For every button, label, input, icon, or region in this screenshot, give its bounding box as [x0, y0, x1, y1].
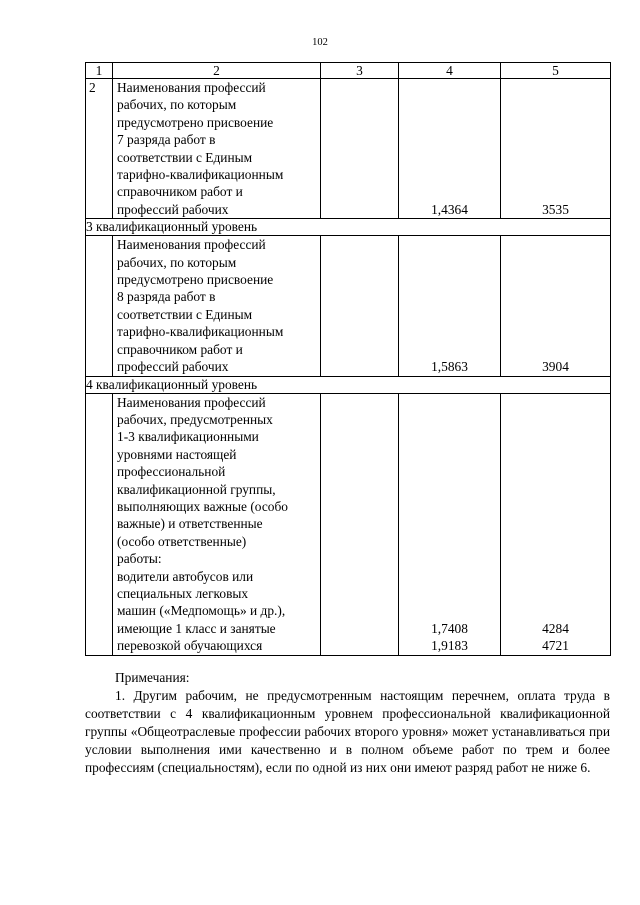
profession-name-cell: Наименования профессий рабочих, по которым предусмотрено присвоение 7 разряда работ в соответствии с Единым тарифно-квалификационным справочником работ и профессий рабочих [113, 79, 321, 219]
profession-name-cell: Наименования профессий рабочих, предусмотренных 1-3 квалификационными уровнями настоящей профессиональной квалификационной группы, выполняющих важные (особо важные) и ответственные (особо ответственные) работы: водители автобусов или специальных легковых машин («Медпомощь» и др.), имеющие 1 класс и занятые перевозкой обучающихся [113, 393, 321, 655]
header-col-5: 5 [501, 63, 611, 79]
table-row [86, 79, 611, 219]
header-col-3: 3 [321, 63, 399, 79]
coefficient-cell: 1,4364 [399, 79, 501, 219]
note-item: 1. Другим рабочим, не предусмотренным настоящим перечнем, оплата труда в соответствии с 4 квалификационным уровнем профессиональной квалификационной группы «Общеотраслевые профессии рабочих второго уровня» может устанавливаться при условии выполнения ими качественно и в полном объеме работ по трем и более профессиям (специальностям), если по одной из них они имеют разряд работ не ниже 6. [85, 688, 610, 775]
page-number: 102 [312, 37, 328, 48]
section-label: 4 квалификационный уровень [86, 376, 611, 393]
header-col-1: 1 [86, 63, 113, 79]
row-number-cell [86, 236, 113, 376]
coefficient-cell: 1,5863 [399, 236, 501, 376]
col3-cell [321, 79, 399, 219]
qualification-table [85, 62, 611, 656]
table-row [86, 236, 611, 376]
row-number-cell [86, 393, 113, 655]
section-label: 3 квалификационный уровень [86, 219, 611, 236]
table-header-row [86, 63, 611, 79]
col3-cell [321, 236, 399, 376]
notes-title: Примечания: [115, 670, 190, 685]
row-number-cell: 2 [86, 79, 113, 219]
salary-cell: 3904 [501, 236, 611, 376]
header-col-2: 2 [113, 63, 321, 79]
section-row [86, 219, 611, 236]
section-row [86, 376, 611, 393]
coefficient-cell: 1,7408 1,9183 [399, 393, 501, 655]
col3-cell [321, 393, 399, 655]
notes-section [85, 669, 610, 777]
salary-cell: 4284 4721 [501, 393, 611, 655]
table-row [86, 393, 611, 655]
salary-cell: 3535 [501, 79, 611, 219]
header-col-4: 4 [399, 63, 501, 79]
profession-name-cell: Наименования профессий рабочих, по которым предусмотрено присвоение 8 разряда работ в соответствии с Единым тарифно-квалификационным справочником работ и профессий рабочих [113, 236, 321, 376]
